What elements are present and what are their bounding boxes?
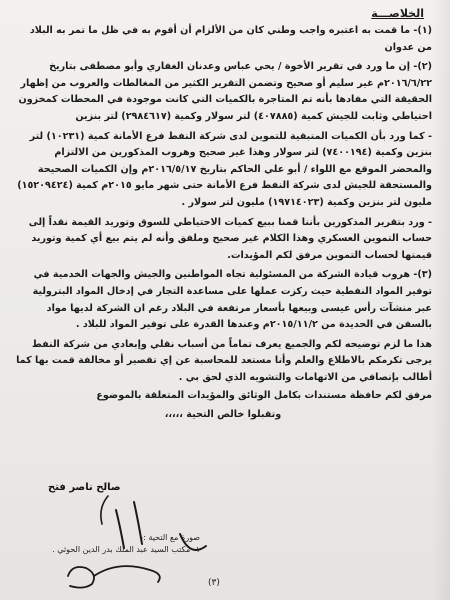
paragraph-2: (٢)- إن ما ورد في تقرير الأخوة / يحي عباس وعدنان الغفاري وأبو مصطفى بتاريخ ٢٠١٦/٦/٢٢م غير سليم أو صحيح وتضمن التقرير الكثير من المغالطات والعروب من إظهار الحقيقة التي مفادها بأنه تم المتاجرة بالكميات التي كانت موجودة في المحطات كمخزون احتياطي وثابت للجيش كمية (٤٠٧٨٨٥) لتر سولار وكمية (٢٩٨٤٦١٧) لتر بنزين — [18, 61, 432, 122]
signer-name: صالح ناصر فتح — [48, 482, 121, 493]
paragraph-3: - كما ورد بأن الكميات المتبقية للتموين لدى شركة النفط فرع الأمانة كمية (١٠٢٣١) لتر بنزين وكمية (٧٤٠٠١٩٤) لتر سولار وهذا غير صحيح وهروب المذكورين من الالتزام والمحضر الموقع مع اللواء / أبو علي الحاكم بتاريخ ٢٠١٦/٥/١٧م وإن الكميات الصحيحة والمستحقة للجيش لدى شركة النفط فرع الأمانة حتى شهر مايو ٢٠١٥م كمية (١٥٢٠٩٤٢٤) مليون لتر بنزين وكمية (١٩٧١٤٠٢٣) مليون لتر سولار . — [17, 130, 432, 208]
paragraph-6: هذا ما لزم توضيحه لكم والجميع يعرف تماماً من أسباب نقلي وإبعادي من شركة النفط يرجى تكرمكم بالاطلاع والعلم وأنا مستعد للمحاسبة عن إي تقصير أو مخالفة قمت بها كما أطالب بإنصافي من الاتهامات والتشويه الذي لحق بي . — [16, 338, 432, 383]
closing-greeting: وتقبلوا خالص التحية ،،،،، — [164, 409, 282, 421]
paragraph-5: (٣)- هروب قيادة الشركة من المسئولية تجاه المواطنين والجيش والجهات الخدمية في توفير المواد النفطية حيث ركزت عملها على مساعدة التجار في إدخال المواد البترولية عبر منشآت رأس عيسى وبيعها بأسعار مرتفعة في البلاد رغم ان الشركة لديها مواد بالسفن في الحديدة من ٢٠١٥/١١/٢م وعندها القدرة على توفير المواد للبلاد . — [32, 269, 432, 331]
paragraph-1: (١)- ما قمت به اعتبره واجب وطني كان من الألزام أن أقوم به في ظل ما تمر به البلاد من عدوان — [29, 25, 432, 53]
document-body — [14, 6, 432, 424]
page-number: (٣) — [208, 578, 220, 588]
paragraph-4: - ورد بتقرير المذكورين بأننا قمنا ببيع كميات الاحتياطي للسوق وتوريد القيمة نقداً إلى حساب التموين العسكري وهذا الكلام غير صحيح وملفق وأنه لم يتم بيع أي كمية وتوريد قيمتها لحساب التموين مرفق لكم المؤيدات. — [28, 216, 432, 261]
copy-to-section — [10, 532, 200, 556]
copy-to-heading: صورة مع التحية :- — [140, 533, 200, 542]
page-edge-shadow — [432, 0, 450, 600]
paragraph-7: مرفق لكم حافظة مستندات بكامل الوثائق والمؤيدات المتعلقة بالموضوع — [96, 390, 432, 402]
document-title: الخلاصـــة — [371, 7, 424, 20]
copy-to-recipient: ١- مكتب السيد عبد الملك بدر الدين الحوثي . — [52, 545, 200, 554]
